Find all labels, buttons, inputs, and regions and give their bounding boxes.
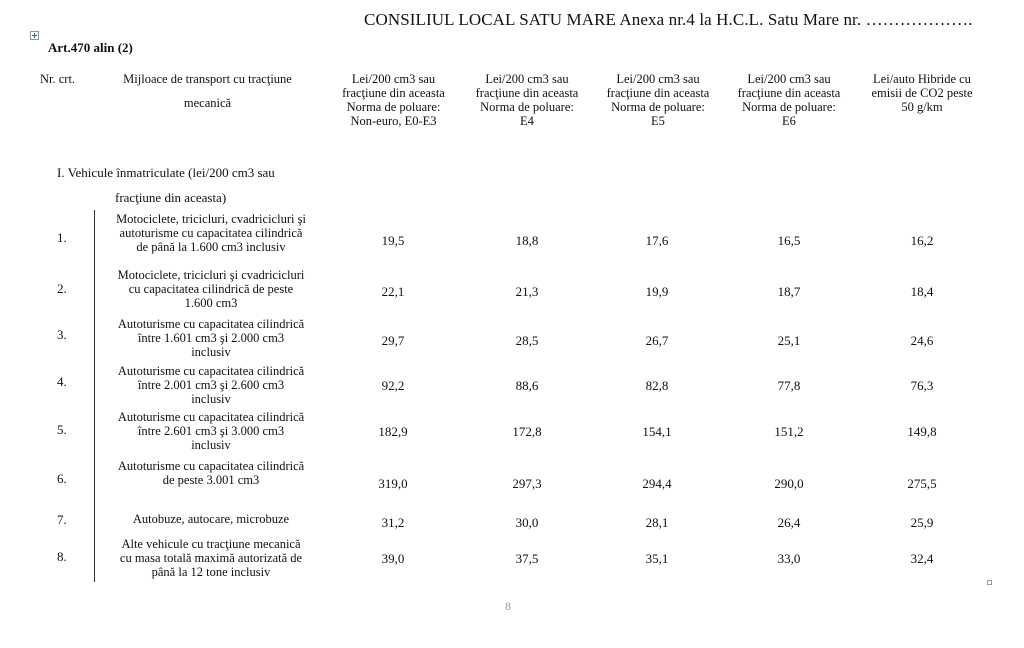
- value-e4: 37,5: [515, 551, 539, 566]
- column-header-e4: Lei/200 cm3 sau fracţiune din aceasta Norma de poluare: E4: [475, 72, 579, 128]
- table-divider-line: [94, 210, 95, 582]
- value-e6: 77,8: [777, 378, 801, 393]
- row-description: Motociclete, tricicluri, cvadricicluri şi autoturisme cu capacitatea cilindrică de până la 1.600 cm3 inclusiv: [116, 212, 306, 254]
- value-non-euro: 319,0: [378, 476, 408, 491]
- value-e4: 18,8: [515, 233, 539, 248]
- column-header-mijloace: Mijloace de transport cu tracţiune mecanică: [123, 72, 292, 110]
- value-non-euro: 182,9: [378, 424, 408, 439]
- value-e6: 16,5: [777, 233, 801, 248]
- value-e4: 30,0: [515, 515, 539, 530]
- value-non-euro: 92,2: [381, 378, 405, 393]
- article-reference: Art.470 alin (2): [48, 40, 133, 55]
- value-e6: 151,2: [774, 424, 804, 439]
- row-description: Motociclete, tricicluri şi cvadricicluri cu capacitatea cilindrică de peste 1.600 cm3: [117, 268, 305, 310]
- value-e5: 82,8: [645, 378, 669, 393]
- column-header-non-euro: Lei/200 cm3 sau fracţiune din aceasta Norma de poluare: Non-euro, E0-E3: [342, 72, 445, 128]
- row-description: Autobuze, autocare, microbuze: [132, 512, 290, 526]
- value-e4: 28,5: [515, 333, 539, 348]
- value-e6: 26,4: [777, 515, 801, 530]
- value-hibride: 25,9: [910, 515, 934, 530]
- value-hibride: 32,4: [910, 551, 934, 566]
- value-e5: 35,1: [645, 551, 669, 566]
- row-description: Autoturisme cu capacitatea cilindrică între 1.601 cm3 şi 2.000 cm3 inclusiv: [117, 317, 305, 359]
- value-non-euro: 29,7: [381, 333, 405, 348]
- value-non-euro: 39,0: [381, 551, 405, 566]
- value-e5: 154,1: [642, 424, 672, 439]
- value-hibride: 76,3: [910, 378, 934, 393]
- row-description: Autoturisme cu capacitatea cilindrică între 2.001 cm3 şi 2.600 cm3 inclusiv: [117, 364, 305, 406]
- value-e5: 19,9: [645, 284, 669, 299]
- row-number: 2.: [57, 281, 67, 296]
- value-e6: 25,1: [777, 333, 801, 348]
- value-e5: 26,7: [645, 333, 669, 348]
- row-number: 7.: [57, 512, 67, 527]
- value-e6: 290,0: [774, 476, 804, 491]
- value-non-euro: 19,5: [381, 233, 405, 248]
- row-description: Autoturisme cu capacitatea cilindrică între 2.601 cm3 şi 3.000 cm3 inclusiv: [117, 410, 305, 452]
- value-e5: 17,6: [645, 233, 669, 248]
- value-e4: 21,3: [515, 284, 539, 299]
- row-number: 6.: [57, 471, 67, 486]
- value-hibride: 16,2: [910, 233, 934, 248]
- value-e6: 18,7: [777, 284, 801, 299]
- value-hibride: 149,8: [907, 424, 937, 439]
- row-number: 4.: [57, 374, 67, 389]
- row-number: 8.: [57, 549, 67, 564]
- value-e5: 294,4: [642, 476, 672, 491]
- value-e5: 28,1: [645, 515, 669, 530]
- section-title: I. Vehicule înmatriculate (lei/200 cm3 sau fracţiune din aceasta): [57, 165, 275, 205]
- value-hibride: 24,6: [910, 333, 934, 348]
- column-header-hibride: Lei/auto Hibride cu emisii de CO2 peste 50 g/km: [871, 72, 973, 114]
- row-number: 3.: [57, 327, 67, 342]
- column-header-e6: Lei/200 cm3 sau fracţiune din aceasta Norma de poluare: E6: [737, 72, 841, 128]
- column-header-nr: Nr. crt.: [40, 72, 76, 86]
- value-hibride: 18,4: [910, 284, 934, 299]
- row-description: Alte vehicule cu tracţiune mecanică cu masa totală maximă autorizată de până la 12 tone inclusiv: [119, 537, 303, 579]
- value-e6: 33,0: [777, 551, 801, 566]
- value-e4: 88,6: [515, 378, 539, 393]
- expand-plus-icon[interactable]: [30, 31, 39, 40]
- row-description: Autoturisme cu capacitatea cilindrică de peste 3.001 cm3: [117, 459, 305, 487]
- row-number: 5.: [57, 422, 67, 437]
- page-number: 8: [505, 599, 511, 613]
- table-end-marker-icon: [987, 580, 992, 585]
- column-header-e5: Lei/200 cm3 sau fracţiune din aceasta Norma de poluare: E5: [606, 72, 710, 128]
- value-e4: 172,8: [512, 424, 542, 439]
- value-hibride: 275,5: [907, 476, 937, 491]
- value-non-euro: 31,2: [381, 515, 405, 530]
- value-e4: 297,3: [512, 476, 542, 491]
- row-number: 1.: [57, 230, 67, 245]
- document-title: CONSILIUL LOCAL SATU MARE Anexa nr.4 la H.C.L. Satu Mare nr. ……………….: [364, 10, 973, 29]
- value-non-euro: 22,1: [381, 284, 405, 299]
